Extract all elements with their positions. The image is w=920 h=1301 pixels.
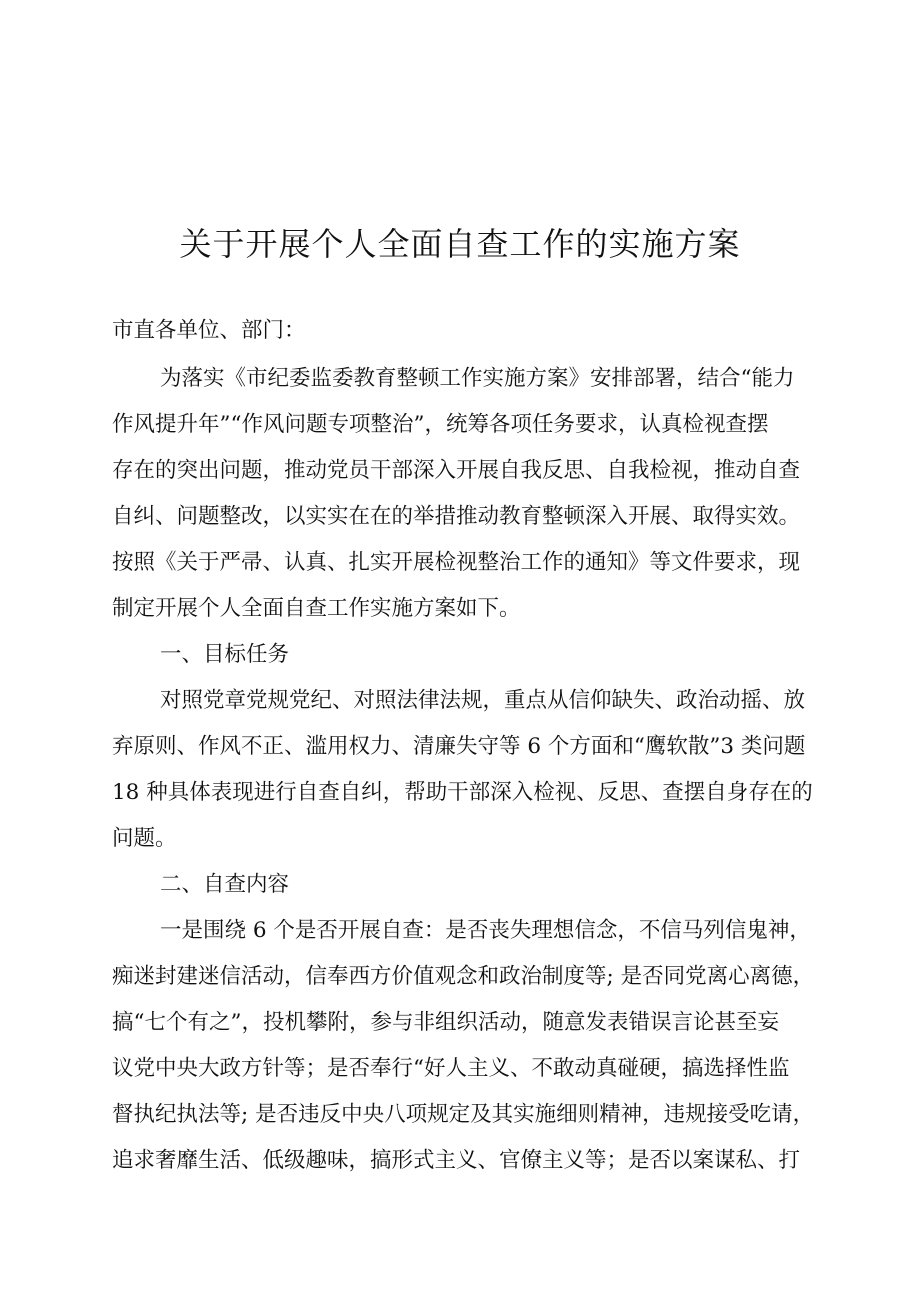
paragraph-line: 按照《关于严帚、认真、扎实开展检视整治工作的通知》等文件要求，现	[112, 550, 801, 575]
paragraph-line: 痴迷封建迷信活动，信奉西方价值观念和政治制度等; 是否同党离心离德，	[112, 964, 815, 989]
paragraph-line: 搞“七个有之”，投机攀附，参与非组织活动，随意发表错误言论甚至妄	[112, 1010, 779, 1035]
paragraph-line: 作风提升年”“作风问题专项整治”，统筹各项任务要求，认真检视查摆	[112, 412, 769, 437]
paragraph-line: 议党中央大政方针等；是否奉行“好人主义、不敢动真碰硬，搞选择性监	[112, 1056, 790, 1081]
paragraph-line: 为落实《市纪委监委教育整顿工作实施方案》安排部署，结合“能力	[160, 366, 795, 391]
salutation: 市直各单位、部门：	[112, 318, 306, 343]
paragraph-line: 一是围绕 6 个是否开展自查：是否丧失理想信念，不信马列信鬼神，	[160, 918, 811, 943]
paragraph-line: 问题。	[112, 826, 177, 851]
document-title: 关于开展个人全面自查工作的实施方案	[179, 225, 741, 263]
paragraph-line: 存在的突出问题，推动党员干部深入开展自我反思、自我检视，推动自查	[112, 458, 801, 483]
paragraph-line: 自纠、问题整改，以实实在在的举措推动教育整顿深入开展、取得实效。	[112, 504, 801, 529]
paragraph-line: 弃原则、作风不正、滥用权力、清廉失守等 6 个方面和“鹰软散”3 类问题	[112, 734, 806, 759]
paragraph-line: 对照党章党规党纪、对照法律法规，重点从信仰缺失、政治动摇、放	[160, 688, 806, 713]
paragraph-line: 督执纪执法等; 是否违反中央八项规定及其实施细则精神，违规接受吃请，	[112, 1102, 815, 1127]
section-heading: 二、自查内容	[160, 872, 290, 897]
paragraph-line: 追求奢靡生活、低级趣味，搞形式主义、官僚主义等；是否以案谋私、打	[112, 1148, 801, 1173]
section-heading: 一、目标任务	[160, 642, 290, 667]
paragraph-line: 18 种具体表现进行自查自纠，帮助干部深入检视、反思、查摆自身存在的	[112, 780, 813, 805]
paragraph-line: 制定开展个人全面自查工作实施方案如下。	[112, 596, 521, 621]
